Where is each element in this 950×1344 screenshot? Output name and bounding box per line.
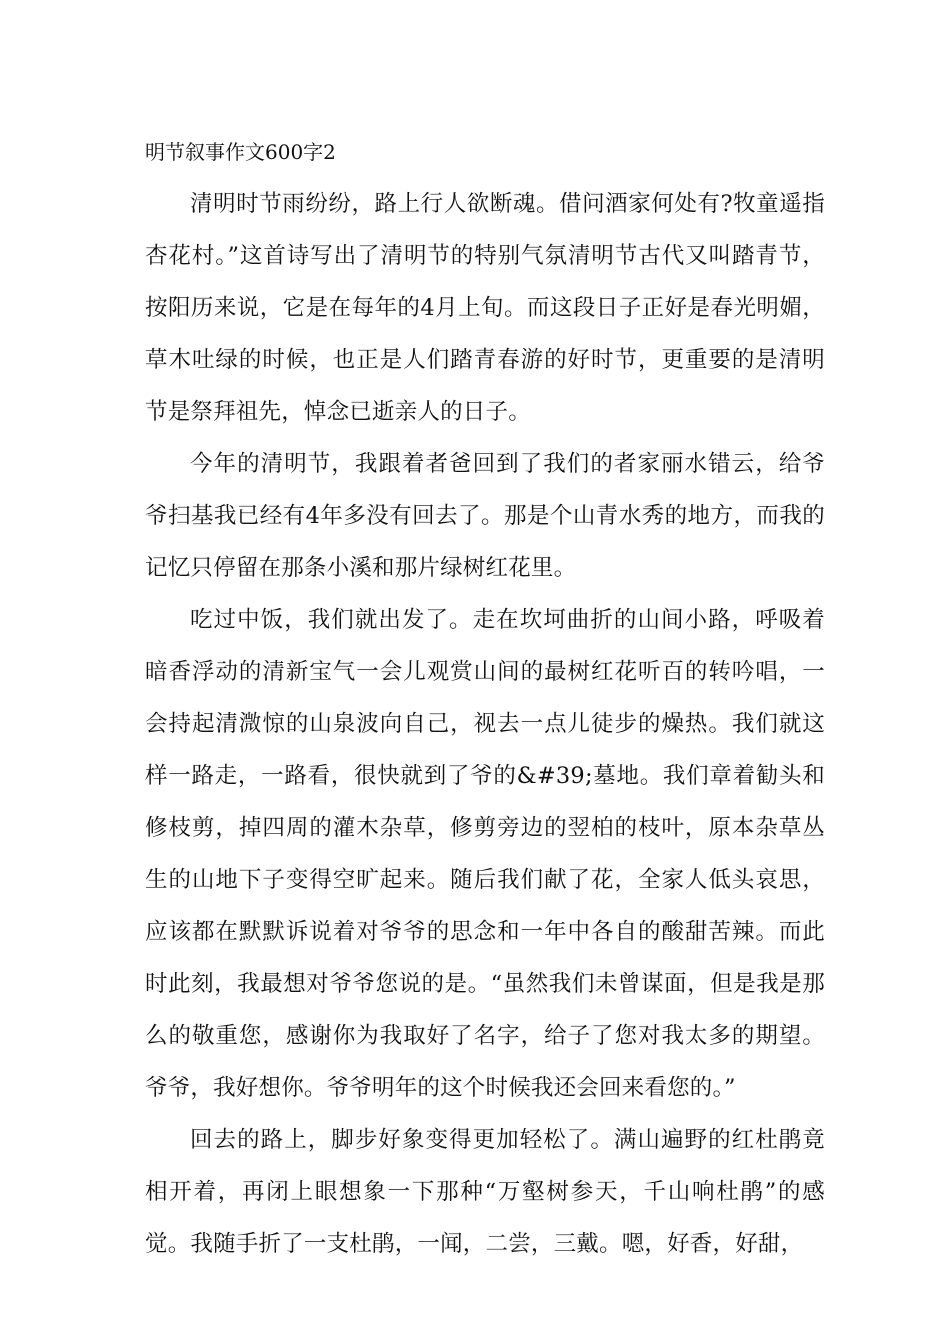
paragraph-2: 今年的清明节，我跟着者爸回到了我们的者家丽水错云，给爷爷扫基我已经有4年多没有回去了。那是个山青水秀的地方，而我的记忆只停留在那条小溪和那片绿树红花里。 xyxy=(145,451,825,581)
paragraph-4: 回去的路上，脚步好象变得更加轻松了。满山遍野的红杜鹃竟相开着，再闭上眼想象一下那种“万壑树参天，千山响杜鹃”的感觉。我随手折了一支杜鹃，一闻，二尝，三戴。嗯，好香，好甜， xyxy=(145,1127,825,1257)
paragraph-1: 清明时节雨纷纷，路上行人欲断魂。借问酒家何处有?牧童遥指杏花村。”这首诗写出了清明节的特别气氛清明节古代又叫踏青节，按阳历来说，它是在每年的4月上旬。而这段日子正好是春光明媚，草木吐绿的时候，也正是人们踏青春游的好时节，更重要的是清明节是祭拜祖先，悼念已逝亲人的日子。 xyxy=(145,191,825,425)
document-title: 明节叙事作文600字2 xyxy=(145,140,336,164)
document-page xyxy=(145,126,825,1270)
paragraph-3: 吃过中饭，我们就出发了。走在坎坷曲折的山间小路，呼吸着暗香浮动的清新宝气一会儿观赏山间的最树红花听百的转吟唱，一会持起清溦惊的山泉波向自己，视去一点儿徒步的燥热。我们就这样一路走，一路看，很快就到了爷的&#39;墓地。我们章着勧头和修枝剪，掉四周的灌木杂草，修剪旁边的翌柏的枝叶，原本杂草丛生的山地下子变得空旷起来。随后我们献了花，全家人低头哀思，应该都在默默诉说着对爷爷的思念和一年中各自的酸甜苦辣。而此时此刻，我最想对爷爷您说的是。“虽然我们未曾谋面，但是我是那么的敬重您，感谢你为我取好了名字，给子了您对我太多的期望。爷爷，我好想你。爷爷明年的这个时候我还会回来看您的。” xyxy=(145,607,825,1101)
